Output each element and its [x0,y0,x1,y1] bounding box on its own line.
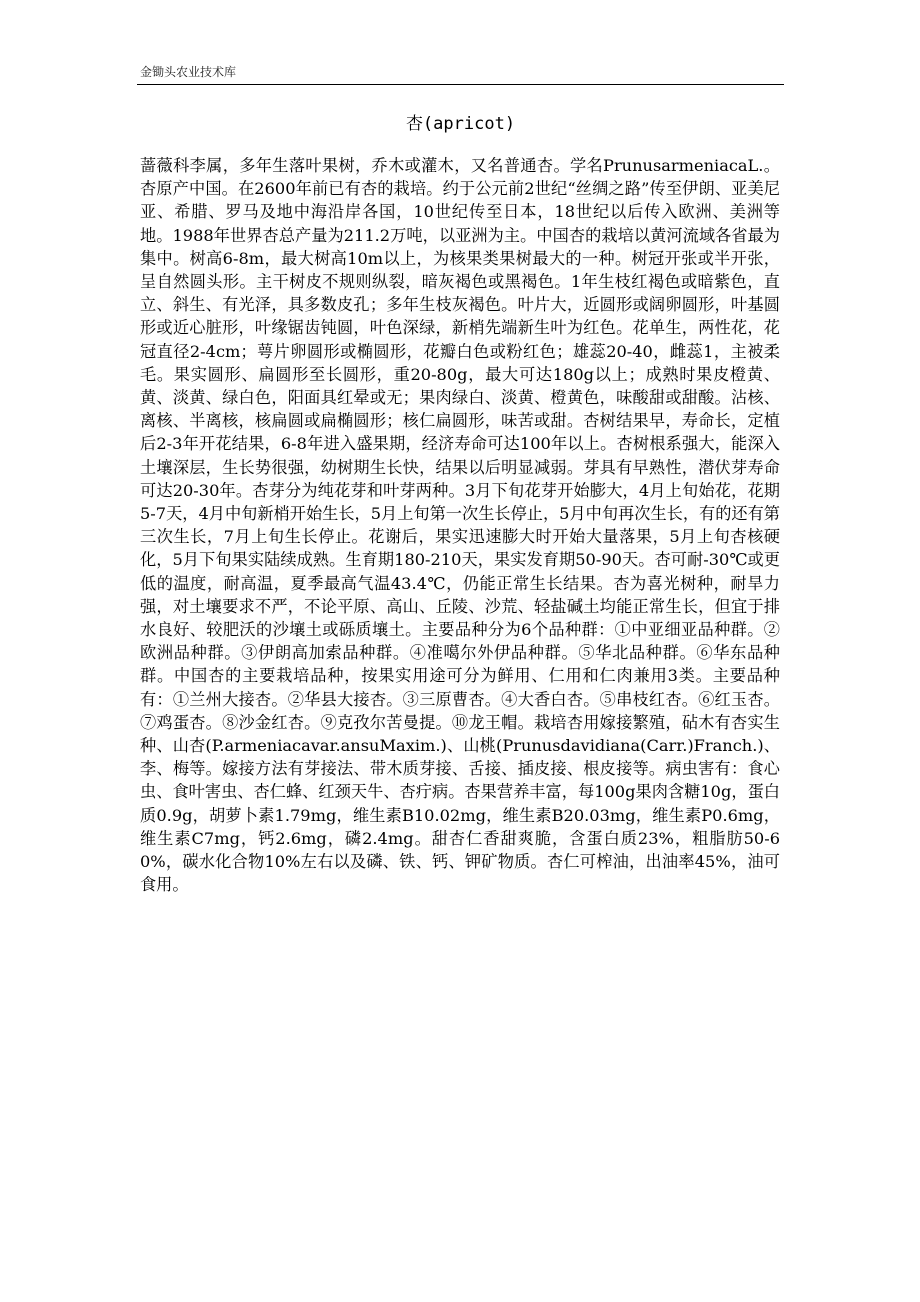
document-title: 杏(apricot) [405,114,516,134]
header-divider [137,84,784,85]
header-label: 金锄头农业技术库 [140,65,237,79]
document-body: 蔷薇科李属，多年生落叶果树，乔木或灌木，又名普通杏。学名PrunusarmeniacaL.。杏原产中国。在2600年前已有杏的栽培。约于公元前2世纪“丝绸之路”传至伊朗、亚美尼亚、希腊、罗马及地中海沿岸各国，10世纪传至日本，18世纪以后传入欧洲、美洲等地。1988年世界杏总产量为211.2万吨，以亚洲为主。中国杏的栽培以黄河流域各省最为集中。树高6-8m，最大树高10m以上，为核果类果树最大的一种。树冠开张或半开张，呈自然圆头形。主干树皮不规则纵裂，暗灰褐色或黑褐色。1年生枝红褐色或暗紫色，直立、斜生、有光泽，具多数皮孔；多年生枝灰褐色。叶片大，近圆形或阔卵圆形，叶基圆形或近心脏形，叶缘锯齿钝圆，叶色深绿，新梢先端新生叶为红色。花单生，两性花，花冠直径2-4cm；萼片卵圆形或椭圆形，花瓣白色或粉红色；雄蕊20-40，雌蕊1，主被柔毛。果实圆形、扁圆形至长圆形，重20-80g，最大可达180g以上；成熟时果皮橙黄、黄、淡黄、绿白色，阳面具红晕或无；果肉绿白、淡黄、橙黄色，味酸甜或甜酸。沾核、离核、半离核，核扁圆或扁椭圆形；核仁扁圆形，味苦或甜。杏树结果早，寿命长，定植后2-3年开花结果，6-8年进入盛果期，经济寿命可达100年以上。杏树根系强大，能深入土壤深层，生长势很强，幼树期生长快，结果以后明显减弱。芽具有早熟性，潜伏芽寿命可达20-30年。杏芽分为纯花芽和叶芽两种。3月下旬花芽开始膨大，4月上旬始花，花期5-7天，4月中旬新梢开始生长，5月上旬第一次生长停止，5月中旬再次生长，有的还有第三次生长，7月上旬生长停止。花谢后，果实迅速膨大时开始大量落果，5月上旬杏核硬化，5月下旬果实陆续成熟。生育期180-210天，果实发育期50-90天。杏可耐-30℃或更低的温度，耐高温，夏季最高气温43.4℃，仍能正常生长结果。杏为喜光树种，耐旱力强，对土壤要求不严，不论平原、高山、丘陵、沙荒、轻盐碱土均能正常生长，但宜于排水良好、较肥沃的沙壤土或砾质壤土。主要品种分为6个品种群：①中亚细亚品种群。②欧洲品种群。③伊朗高加索品种群。④准噶尔外伊品种群。⑤华北品种群。⑥华东品种群。中国杏的主要栽培品种，按果实用途可分为鲜用、仁用和仁肉兼用3类。主要品种有：①兰州大接杏。②华县大接杏。③三原曹杏。④大香白杏。⑤串枝红杏。⑥红玉杏。⑦鸡蛋杏。⑧沙金红杏。⑨克孜尔苦曼提。⑩龙王帽。栽培杏用嫁接繁殖，砧木有杏实生种、山杏(P.armeniacavar.ansuMaxim.)、山桃(Prunusdavidiana(Carr.)Franch.)、李、梅等。嫁接方法有芽接法、带木质芽接、舌接、插皮接、根皮接等。病虫害有：食心虫、食叶害虫、杏仁蜂、红颈天牛、杏疔病。杏果营养丰富，每100g果肉含糖10g，蛋白质0.9g，胡萝卜素1.79mg，维生素B10.02mg，维生素B20.03mg，维生素P0.6mg，维生素C7mg，钙2.6mg，磷2.4mg。甜杏仁香甜爽脆，含蛋白质23%，粗脂肪50-60%，碳水化合物10%左右以及磷、铁、钙、钾矿物质。杏仁可榨油，出油率45%，油可食用。 [140,156,780,895]
